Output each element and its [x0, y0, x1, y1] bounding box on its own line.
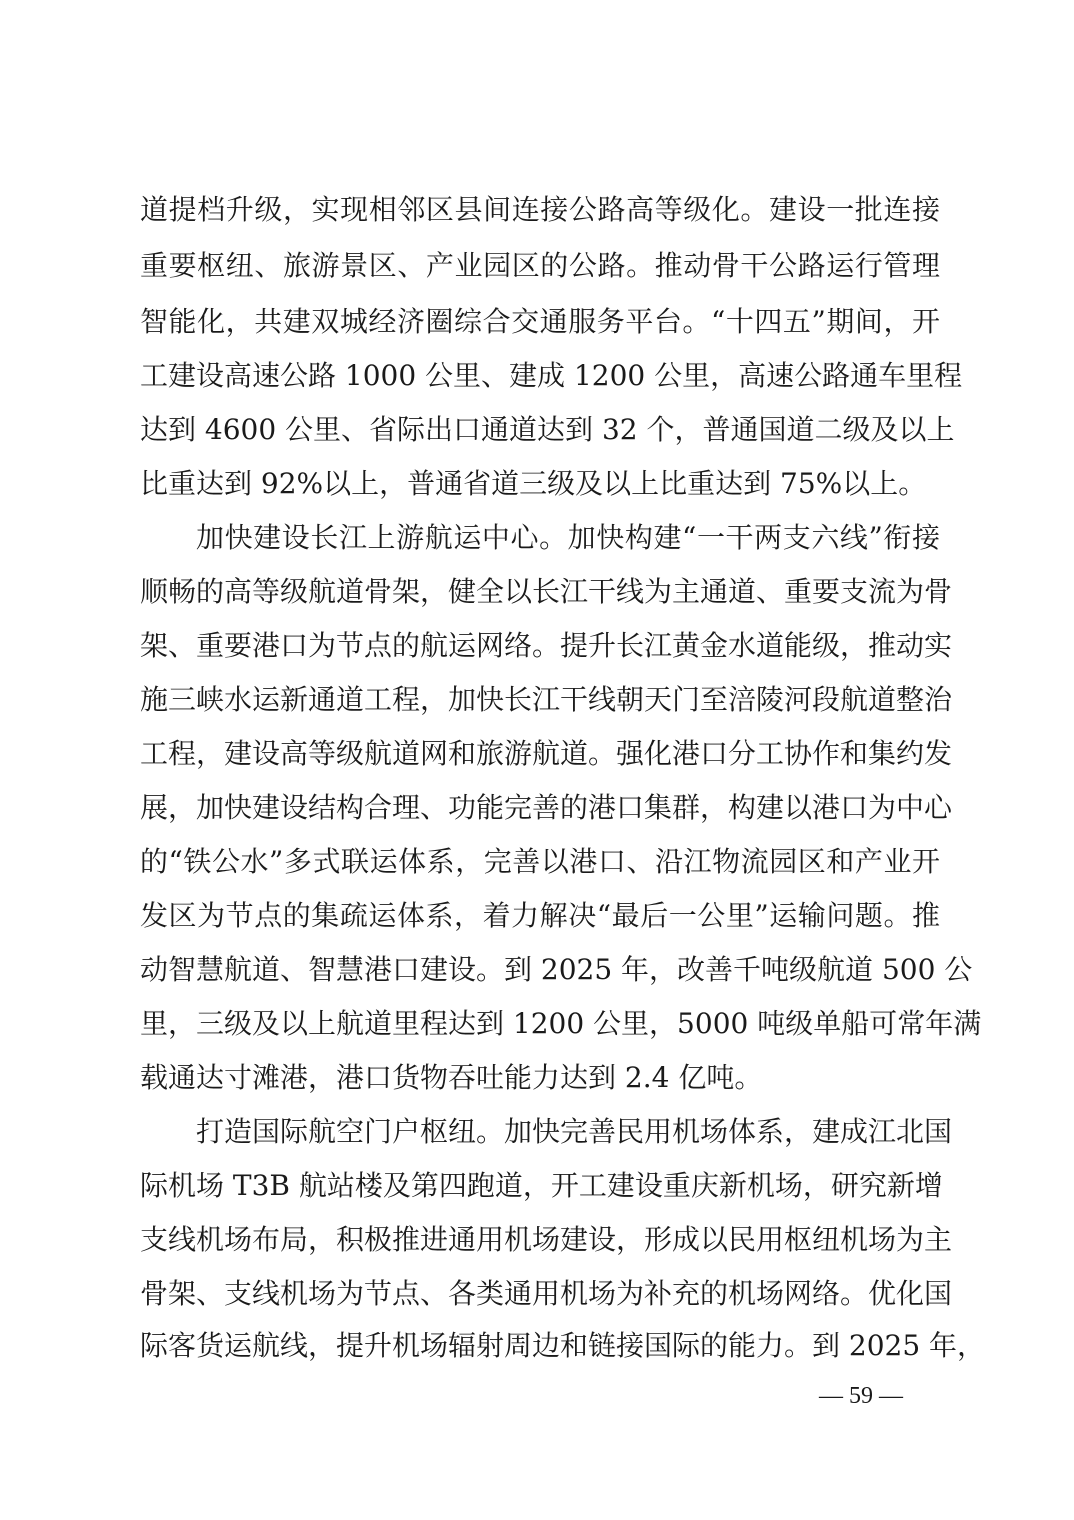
body-text-line: 架、重要港口为节点的航运网络。提升长江黄金水道能级，推动实	[140, 629, 953, 662]
page-number: — 59 —	[819, 1383, 903, 1409]
body-text-line: 达到 4600 公里、省际出口通道达到 32 个，普通国道二级及以上	[140, 413, 955, 446]
body-text-line: 展，加快建设结构合理、功能完善的港口集群，构建以港口为中心	[140, 791, 953, 824]
body-text-line: 打造国际航空门户枢纽。加快完善民用机场体系，建成江北国	[196, 1115, 953, 1148]
body-text-line: 施三峡水运新通道工程，加快长江干线朝天门至涪陵河段航道整治	[140, 683, 953, 716]
body-text-line: 的“铁公水”多式联运体系，完善以港口、沿江物流园区和产业开	[140, 845, 940, 878]
body-text-line: 载通达寸滩港，港口货物吞吐能力达到 2.4 亿吨。	[140, 1061, 763, 1094]
body-text-line: 际机场 T3B 航站楼及第四跑道，开工建设重庆新机场，研究新增	[140, 1169, 943, 1202]
body-text-line: 顺畅的高等级航道骨架，健全以长江干线为主通道、重要支流为骨	[140, 575, 953, 608]
body-text-line: 发区为节点的集疏运体系，着力解决“最后一公里”运输问题。推	[140, 899, 940, 932]
body-text-line: 骨架、支线机场为节点、各类通用机场为补充的机场网络。优化国	[140, 1277, 953, 1310]
body-text-line: 比重达到 92%以上，普通省道三级及以上比重达到 75%以上。	[140, 467, 927, 500]
body-text-line: 际客货运航线，提升机场辐射周边和链接国际的能力。到 2025 年，	[140, 1329, 986, 1362]
body-text-line: 工建设高速公路 1000 公里、建成 1200 公里，高速公路通车里程	[140, 359, 963, 392]
body-text-line: 重要枢纽、旅游景区、产业园区的公路。推动骨干公路运行管理	[140, 249, 940, 282]
body-text-line: 支线机场布局，积极推进通用机场建设，形成以民用枢纽机场为主	[140, 1223, 953, 1256]
body-text-line: 工程，建设高等级航道网和旅游航道。强化港口分工协作和集约发	[140, 737, 953, 770]
body-text-line: 智能化，共建双城经济圈综合交通服务平台。“十四五”期间，开	[140, 305, 940, 338]
body-text-line: 动智慧航道、智慧港口建设。到 2025 年，改善千吨级航道 500 公	[140, 953, 973, 986]
body-text-line: 加快建设长江上游航运中心。加快构建“一干两支六线”衔接	[196, 521, 940, 554]
body-text-line: 道提档升级，实现相邻区县间连接公路高等级化。建设一批连接	[140, 193, 940, 226]
body-text-line: 里，三级及以上航道里程达到 1200 公里，5000 吨级单船可常年满	[140, 1007, 982, 1040]
